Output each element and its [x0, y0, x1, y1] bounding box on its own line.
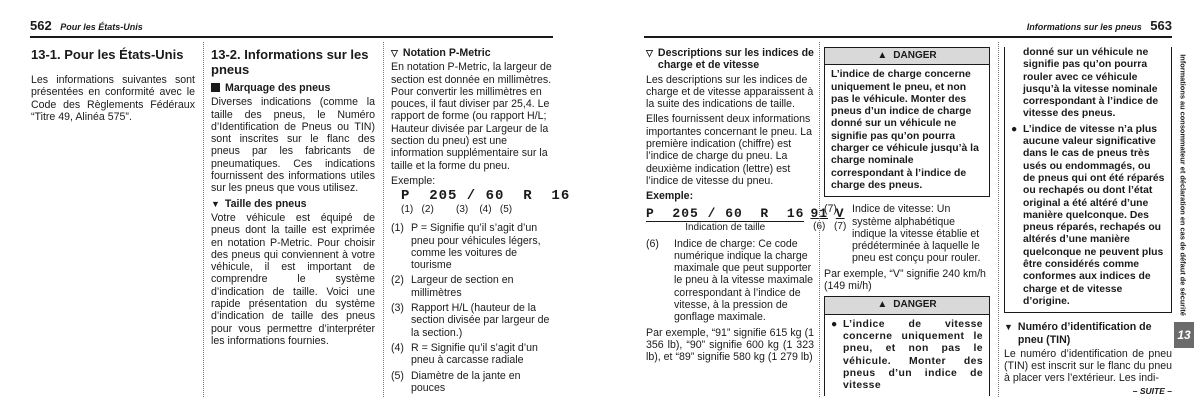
left-page-header	[30, 18, 143, 33]
example-tire-size	[391, 188, 571, 216]
bullet-dot: ●	[831, 318, 838, 330]
left-col-1	[31, 47, 195, 126]
example-load-index: 91 (6)	[810, 205, 829, 232]
triangle-down-icon: ▼	[211, 198, 220, 209]
chapter-side-label: Informations au consommateur et déclaration en cas de défaut de sécurité	[1178, 54, 1188, 316]
example-label: Exemple:	[391, 174, 436, 187]
right-col-1	[646, 47, 847, 367]
danger-box-speed-continued	[1004, 47, 1172, 313]
right-divider-2	[998, 42, 999, 397]
example-numbers: (1) (2) (3) (4) (5)	[401, 204, 513, 216]
danger-load-text: L’indice de charge concerne uniquement le pneu, et non pas le véhicule. Monter des pneus d’un indice de charge donné sur un véhicule ne signifie pas qu’on pourra charger ce véhicule jusqu’à la charge nominale correspondant à l’indice de charge des pneus.	[831, 69, 979, 191]
subheading-p-metric: ▽ Notation P-Metric	[391, 47, 491, 59]
left-col-3	[391, 47, 571, 397]
example-caption: Indication de taille	[646, 221, 804, 234]
danger-label: DANGER	[893, 50, 937, 61]
indices-text-1: Les descriptions sur les indices de charge et de vitesse apparaissent à la suite des indications de taille.	[646, 73, 814, 111]
section-heading-13-2: 13-2. Informations sur les pneus	[211, 47, 369, 77]
subheading-taille: ▼ Taille des pneus	[211, 197, 307, 210]
warning-triangle-icon: ▲	[877, 299, 888, 311]
list-item: (5) Diamètre de la jante en pouces	[391, 369, 521, 394]
square-bullet-icon	[211, 83, 220, 92]
example-speed-index: V (7)	[834, 205, 847, 232]
danger-bullet-2: ● L’indice de vitesse n’a plus aucune valeur significative dans le cas de pneus très usés ou endommagés, ou de pneus qui ont été réparés ou rechapés ou dont l’état original a été altéré d’une manière quelconque. Des pneus réparés, rechapés ou altérés d’une manière quelconque ne peuvent plus être considérés comme conformes aux indices de charge et de vitesse d’origine.	[1011, 123, 1165, 307]
right-divider-1	[819, 42, 820, 397]
section-heading-13-1: 13-1. Pour les États-Unis	[31, 47, 184, 62]
list-item: (2) Largeur de section en millimètres	[391, 274, 514, 299]
left-col-2	[211, 47, 375, 350]
list-item: (4) R = Signifie qu’il s’agit d’un pneu à carcasse radiale	[391, 341, 538, 367]
left-divider-1	[203, 42, 204, 397]
indices-text-2: Elles fournissent deux informations importantes concernant le pneu. La première indication (chiffre) est l’indice de charge du pneu. La deuxième indication (lettre) est l’indice de vitesse du pneu.	[646, 113, 813, 187]
list-item: (6) Indice de charge: Ce code numérique indique la charge maximale que peut supporter le pneu à la vitesse maximale correspondant à l’indice de vitesse, à la pression de gonflage maximale.	[646, 237, 813, 324]
example-load-speed	[646, 204, 847, 234]
triangle-outline-icon: ▽	[646, 48, 653, 58]
bullet-dot: ●	[1011, 123, 1018, 135]
marquage-text: Diverses indications (comme la taille des pneus, le Numéro d’Identification de Pneus ou TIN) sont inscrites sur le flanc des pneus par les fabricants de pneumatiques. Ces indications fournissent des informations utiles sur les pneus que vous utilisez.	[211, 96, 375, 195]
section-13-1-text: Les informations suivantes sont présentées en conformité avec le Code des Règlements Fédéraux “Titre 49, Alinéa 575”.	[31, 74, 195, 123]
right-page-header	[1027, 18, 1172, 33]
right-page	[600, 0, 1200, 402]
warning-triangle-icon: ▲	[877, 50, 888, 61]
left-running-header: Pour les États-Unis	[60, 22, 143, 32]
right-col-2	[824, 47, 990, 400]
right-running-header: Informations sur les pneus	[1026, 22, 1142, 32]
left-page-number: 562	[30, 18, 52, 33]
right-page-number: 563	[1150, 18, 1172, 33]
list-item: (7) Indice de vitesse: Un système alphabétique indique la vitesse établie et prédéterminée à laquelle le pneu est conçu pour rouler.	[824, 203, 981, 265]
list-item: (3) Rapport H/L (hauteur de la section divisée par largeur de la section.)	[391, 302, 550, 339]
subheading-indices: ▽ Descriptions sur les indices de charge et de vitesse	[646, 47, 814, 72]
danger-box-speed	[824, 296, 990, 396]
triangle-down-icon: ▼	[1004, 322, 1013, 333]
right-col-3	[1004, 47, 1172, 388]
taille-text: Votre véhicule est équipé de pneus dont la taille est exprimée en notation P-Metric. Pour choisir des pneus qui conviennent à votre véhicule, il est important de comprendre le système d’indication de taille. Voici une rapide présentation du système d’indication de taille des pneus pour vous permettre d’interpréter les informations fournies.	[211, 211, 375, 347]
speed-index-example: Par exemple, “V” signifie 240 km/h (149 mi/h)	[824, 267, 986, 293]
danger-label: DANGER	[893, 299, 937, 311]
p-metric-text: En notation P-Metric, la largeur de section est donnée en millimètres. Pour convertir les millimètres en pouces, il faut diviser par 25,4. Le rapport de forme (ou rapport H/L; Hauteur divisée par Largeur de la section du pneu) est une information supplémentaire sur la taille et la forme du pneu.	[391, 61, 552, 172]
continued-label: – SUITE –	[1132, 386, 1172, 396]
tin-text: Le numéro d’identification de pneu (TIN) est inscrit sur le flanc du pneu à placer vers l’extérieur. Les indi-	[1004, 347, 1172, 385]
list-item: (1) P = Signifie qu’il s’agit d’un pneu pour véhicules légers, comme les voitures de tourisme	[391, 222, 541, 272]
speed-index-list	[824, 203, 990, 264]
right-header-rule	[644, 36, 1172, 38]
danger-box-load	[824, 47, 990, 197]
subheading-marquage: Marquage des pneus	[211, 82, 375, 94]
left-header-rule	[30, 36, 553, 38]
example-size-part: P 205 / 60 R 16 Indication de taille	[646, 205, 805, 233]
load-index-list	[646, 238, 814, 324]
chapter-tab: 13	[1174, 322, 1194, 348]
example-code: P 205 / 60 R 16	[401, 188, 571, 205]
p-metric-list	[391, 222, 555, 394]
subheading-tin: ▼ Numéro d’identification de pneu (TIN)	[1004, 321, 1152, 346]
load-index-example: Par exemple, “91” signifie 615 kg (1 356 lb), “90” signifie 600 kg (1 323 lb), et “89” signifie 580 kg (1 279 lb)	[646, 326, 814, 364]
danger-speed-text: L’indice de vitesse concerne uniquement le pneu, et non pas le véhicule. Monter des pneus d’un indice de vitesse	[843, 318, 983, 392]
triangle-outline-icon: ▽	[391, 48, 398, 58]
left-divider-2	[383, 42, 384, 397]
example-label: Exemple:	[646, 190, 694, 203]
danger-speed-continued-text: donné sur un véhicule ne signifie pas qu’on pourra rouler avec ce véhicule jusqu’à la vitesse nominale correspondant à l’indice de vitesse des pneus.	[1023, 47, 1159, 120]
